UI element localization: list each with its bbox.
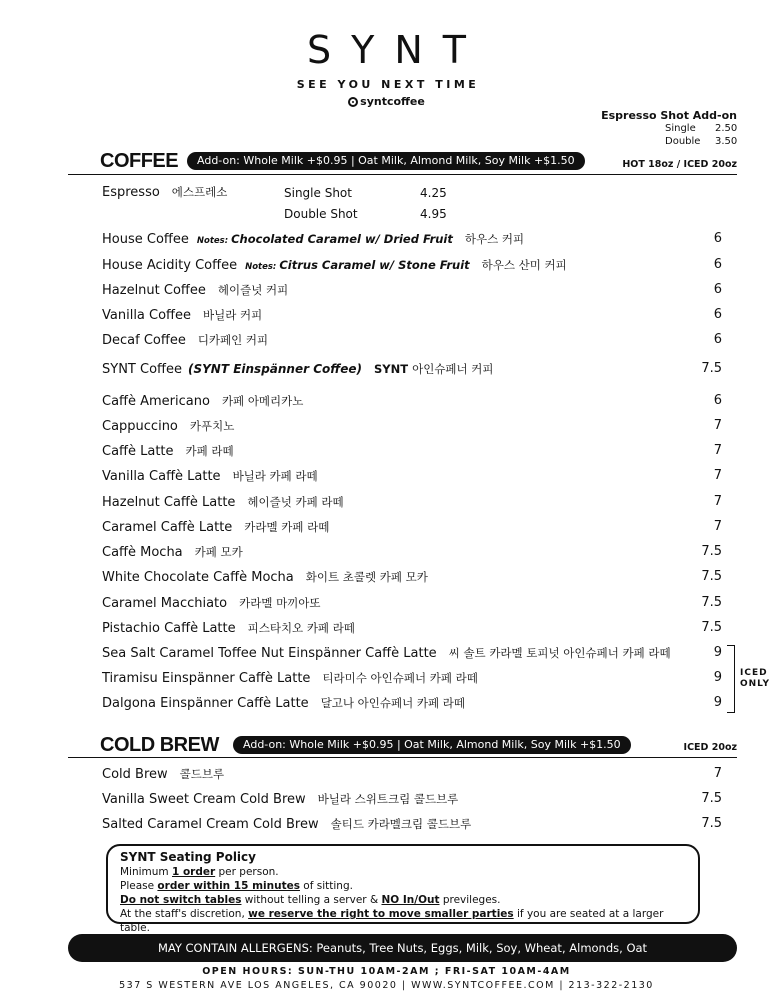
- policy-line: Please order within 15 minutes of sitting.: [120, 880, 353, 892]
- menu-price: 9: [713, 645, 722, 660]
- menu-item: Hazelnut Coffee 헤이즐넛 커피: [102, 283, 289, 298]
- menu-price: 6: [713, 282, 722, 297]
- menu-price: 9: [713, 670, 722, 685]
- coffee-addon-pill: Add-on: Whole Milk +$0.95 | Oat Milk, Almond Milk, Soy Milk +$1.50: [187, 152, 585, 170]
- menu-price: 7.5: [701, 544, 722, 559]
- menu-item: Caffè Latte 카페 라떼: [102, 444, 234, 459]
- menu-item: House Coffee Notes: Chocolated Caramel w/ Dried Fruit 하우스 커피: [102, 232, 525, 247]
- brand-tagline: SEE YOU NEXT TIME: [296, 78, 480, 91]
- menu-item: Cold Brew 콜드브루: [102, 767, 225, 782]
- espresso-price: 4.95: [420, 207, 447, 221]
- menu-price: 7.5: [701, 569, 722, 584]
- cold-brew-addon-pill: Add-on: Whole Milk +$0.95 | Oat Milk, Almond Milk, Soy Milk +$1.50: [233, 736, 631, 754]
- menu-price: 7.5: [701, 791, 722, 806]
- menu-price: 7: [713, 443, 722, 458]
- menu-item: Sea Salt Caramel Toffee Nut Einspänner Caffè Latte 씨 솔트 카라멜 토피넛 아인슈페너 카페 라떼: [102, 646, 671, 661]
- espresso-addon-row: Single 2.50: [665, 123, 738, 134]
- menu-price: 9: [713, 695, 722, 710]
- menu-item: Vanilla Caffè Latte 바닐라 카페 라떼: [102, 469, 318, 484]
- brand-handle: [0, 95, 773, 108]
- menu-item: Pistachio Caffè Latte 피스타치오 카페 라떼: [102, 621, 355, 636]
- policy-line: At the staff's discretion, we reserve the right to move smaller parties if you are seated at a larger table.: [120, 908, 664, 934]
- menu-price: 7: [713, 766, 722, 781]
- espresso-addon-row: Double 3.50: [665, 136, 738, 147]
- section-title-coffee: COFFEE: [100, 150, 179, 172]
- menu-item: Tiramisu Einspänner Caffè Latte 티라미수 아인슈페너 카페 라떼: [102, 671, 478, 686]
- menu-item-espresso: Espresso 에스프레소: [102, 185, 228, 200]
- menu-item: Caramel Caffè Latte 카라멜 카페 라떼: [102, 520, 330, 535]
- iced-only-bracket: [727, 645, 735, 713]
- coffee-divider: [68, 174, 737, 175]
- policy-line: Minimum 1 order per person.: [120, 866, 279, 878]
- section-title-cold-brew: COLD BREW: [100, 734, 219, 756]
- policy-title: SYNT Seating Policy: [120, 850, 256, 864]
- menu-price: 7: [713, 494, 722, 509]
- instagram-icon: [348, 97, 358, 107]
- menu-price: 7: [713, 418, 722, 433]
- menu-price: 6: [713, 393, 722, 408]
- menu-item: Cappuccino 카푸치노: [102, 419, 235, 434]
- menu-price: 7.5: [701, 361, 722, 376]
- coffee-size-note: HOT 18oz / ICED 20oz: [622, 159, 737, 170]
- menu-price: 6: [713, 257, 722, 272]
- menu-item: Vanilla Coffee 바닐라 커피: [102, 308, 263, 323]
- address-line: 537 S WESTERN AVE LOS ANGELES, CA 90020 | WWW.SYNTCOFFEE.COM | 213-322-2130: [119, 980, 654, 991]
- menu-price: 6: [713, 231, 722, 246]
- menu-item: Dalgona Einspänner Caffè Latte 달고나 아인슈페너 카페 라떼: [102, 696, 465, 711]
- menu-price: 7.5: [701, 595, 722, 610]
- menu-item: Hazelnut Caffè Latte 헤이즐넛 카페 라떼: [102, 495, 344, 510]
- brand-logo: SYNT: [307, 28, 486, 72]
- espresso-option: Double Shot: [284, 207, 358, 221]
- handle-text: syntcoffee: [360, 95, 425, 108]
- cold-brew-size-note: ICED 20oz: [683, 742, 737, 753]
- menu-price: 7: [713, 519, 722, 534]
- menu-price: 7: [713, 468, 722, 483]
- menu-item: Decaf Coffee 디카페인 커피: [102, 333, 269, 348]
- menu-price: 6: [713, 307, 722, 322]
- menu-item: White Chocolate Caffè Mocha 화이트 초콜렛 카페 모카: [102, 570, 428, 585]
- menu-item: Salted Caramel Cream Cold Brew 솔티드 카라멜크림 콜드브루: [102, 817, 472, 832]
- espresso-price: 4.25: [420, 186, 447, 200]
- espresso-addon-box: [600, 109, 737, 148]
- menu-item: Caffè Mocha 카페 모카: [102, 545, 243, 560]
- menu-price: 7.5: [701, 620, 722, 635]
- allergen-banner: MAY CONTAIN ALLERGENS: Peanuts, Tree Nuts, Eggs, Milk, Soy, Wheat, Almonds, Oat: [68, 934, 737, 962]
- cold-brew-divider: [68, 757, 737, 758]
- menu-price: 6: [713, 332, 722, 347]
- espresso-option: Single Shot: [284, 186, 352, 200]
- iced-only-label: ICED ONLY: [740, 668, 771, 689]
- menu-item: Caffè Americano 카페 아메리카노: [102, 394, 304, 409]
- menu-item: Caramel Macchiato 카라멜 마끼아또: [102, 596, 321, 611]
- espresso-addon-title: Espresso Shot Add-on: [601, 109, 737, 122]
- seating-policy-box: [106, 844, 700, 934]
- menu-item: Vanilla Sweet Cream Cold Brew 바닐라 스위트크림 콜드브루: [102, 792, 459, 807]
- menu-item: House Acidity Coffee Notes: Citrus Caramel w/ Stone Fruit 하우스 산미 커피: [102, 258, 567, 273]
- menu-item-synt-coffee: SYNT Coffee (SYNT Einspänner Coffee) SYNT 아인슈페너 커피: [102, 362, 494, 377]
- policy-line: Do not switch tables without telling a server & NO In/Out previleges.: [120, 894, 501, 906]
- open-hours: OPEN HOURS: SUN-THU 10AM-2AM ; FRI-SAT 10AM-4AM: [202, 966, 571, 977]
- menu-price: 7.5: [701, 816, 722, 831]
